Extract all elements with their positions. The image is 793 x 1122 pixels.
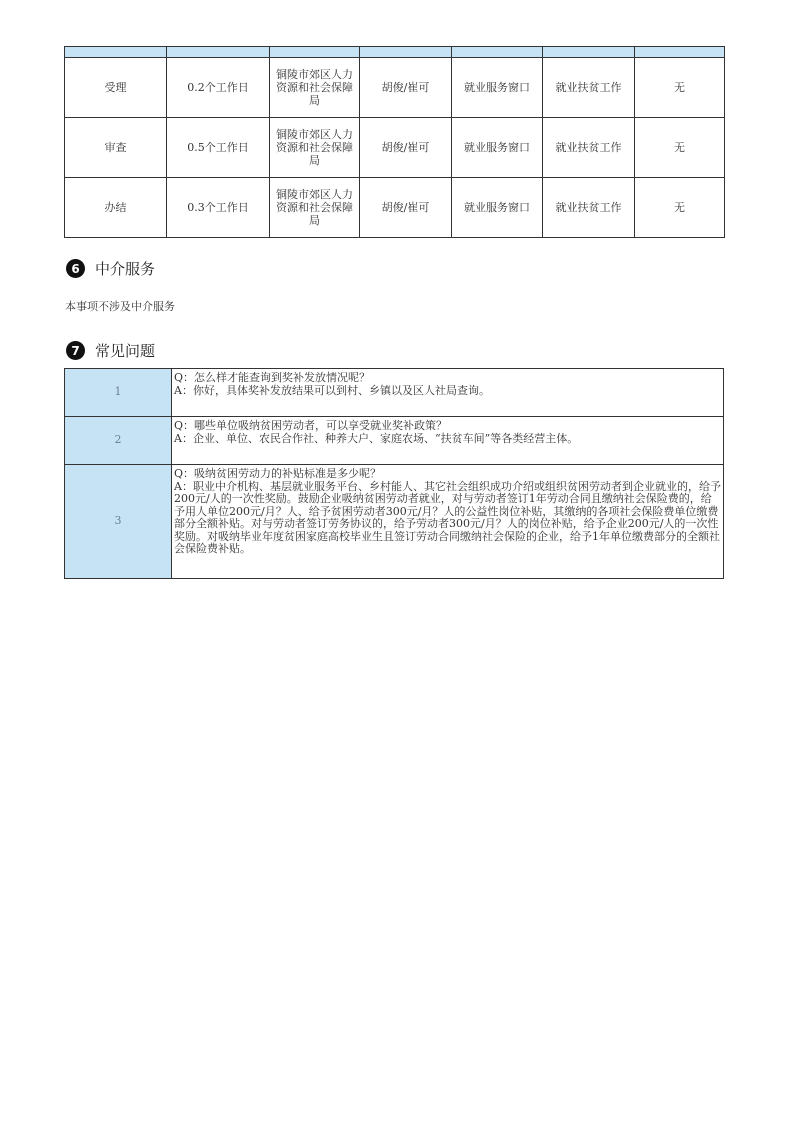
faq-number: 1: [65, 369, 172, 417]
faq-question: Q：哪些单位吸纳贫困劳动者，可以享受就业奖补政策？: [174, 419, 448, 432]
step-time: 0.3个工作日: [167, 178, 270, 238]
step-name: 受理: [65, 58, 167, 118]
section-title: 常见问题: [95, 342, 156, 360]
step-person: 胡俊/崔可: [360, 118, 452, 178]
table-row: [65, 178, 725, 238]
faq-number: 3: [65, 465, 172, 579]
faq-heading: [66, 340, 155, 361]
faq-answer: A：企业、单位、农民合作社、种养大户、家庭农场、“扶贫车间”等各类经营主体。: [174, 431, 579, 445]
step-time: 0.5个工作日: [167, 118, 270, 178]
table-row: [65, 118, 725, 178]
section-title: 中介服务: [95, 260, 156, 278]
step-location: 就业服务窗口: [452, 58, 543, 118]
step-section: 就业扶贫工作: [543, 118, 635, 178]
number-badge-icon: 6: [66, 259, 85, 278]
step-extra: 无: [635, 118, 725, 178]
faq-row: [65, 417, 724, 465]
intermediary-note: 本事项不涉及中介服务: [65, 300, 175, 313]
step-section: 就业扶贫工作: [543, 58, 635, 118]
step-extra: 无: [635, 58, 725, 118]
faq-content: [172, 417, 724, 465]
intermediary-heading: [66, 258, 155, 279]
faq-row: [65, 465, 724, 579]
step-person: 胡俊/崔可: [360, 178, 452, 238]
step-name: 办结: [65, 178, 167, 238]
step-location: 就业服务窗口: [452, 118, 543, 178]
faq-answer: A：你好，具体奖补发放结果可以到村、乡镇以及区人社局查询。: [174, 383, 490, 397]
step-department: 铜陵市郊区人力资源和社会保障局: [270, 118, 360, 178]
step-location: 就业服务窗口: [452, 178, 543, 238]
faq-answer: A：职业中介机构、基层就业服务平台、乡村能人、其它社会组织成功介绍或组织贫困劳动者到企业就业的，给予200元/人的一次性奖励。鼓励企业吸纳贫困劳动者就业，对与劳动者签订1年劳动合同且缴纳社会保险费的，给予用人单位200元/月？人、给予贫困劳动者300元/月？人的公益性岗位补贴，其缴纳的各项社会保险费单位缴费部分全额补贴。对与劳动者签订劳务协议的，给予劳动者300元/月？人的岗位补贴，给予企业200元/人的一次性奖励。对吸纳毕业年度贫困家庭高校毕业生且签订劳动合同缴纳社会保险的企业，给予1年单位缴费部分的全额社会保险费补贴。: [174, 479, 721, 555]
table-header-stub: [65, 47, 725, 58]
faq-table: [64, 368, 724, 579]
faq-row: [65, 369, 724, 417]
step-department: 铜陵市郊区人力资源和社会保障局: [270, 58, 360, 118]
faq-number: 2: [65, 417, 172, 465]
faq-content: [172, 369, 724, 417]
step-department: 铜陵市郊区人力资源和社会保障局: [270, 178, 360, 238]
faq-question: Q：吸纳贫困劳动力的补贴标准是多少呢？: [174, 467, 382, 480]
number-badge-icon: 7: [66, 341, 85, 360]
process-table: [64, 46, 725, 238]
step-person: 胡俊/崔可: [360, 58, 452, 118]
step-time: 0.2个工作日: [167, 58, 270, 118]
step-extra: 无: [635, 178, 725, 238]
step-section: 就业扶贫工作: [543, 178, 635, 238]
faq-content: [172, 465, 724, 579]
faq-question: Q：怎么样才能查询到奖补发放情况呢？: [174, 371, 371, 384]
step-name: 审查: [65, 118, 167, 178]
table-row: [65, 58, 725, 118]
